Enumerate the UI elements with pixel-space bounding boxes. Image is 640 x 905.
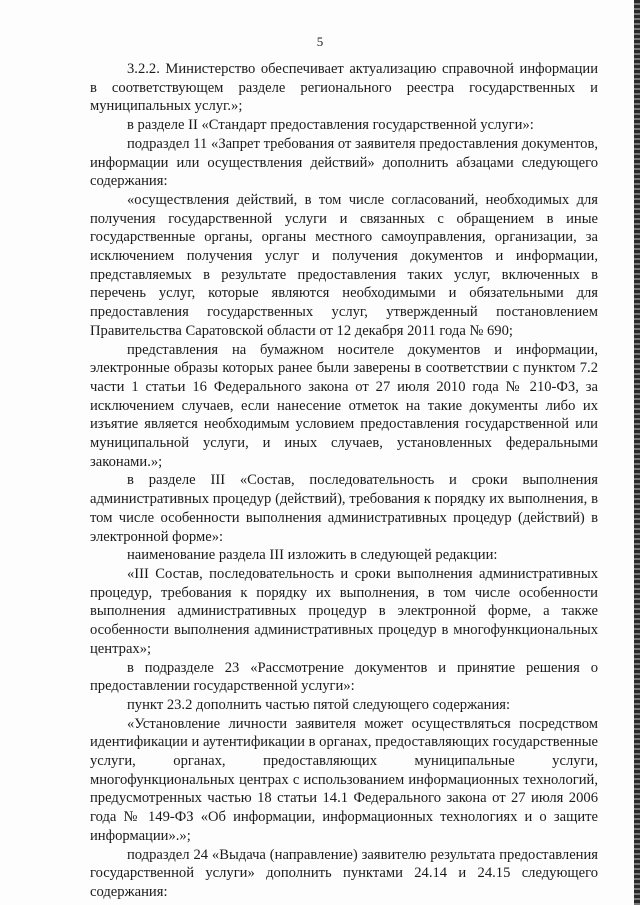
- paragraph-identity-verification: «Установление личности заявителя может осуществляться посредством идентификации и аутентификации в органах, предоставляющих государственные услуги, органах, предоставляющих муниципальные услуги, многофункциональных центрах с использованием информационных технологий, предусмотренных частью 18 статьи 14.1 Федерального закона от 27 июля 2006 года № 149-ФЗ «Об информации, информационных технологиях и о защите информации».»;: [90, 715, 598, 844]
- paragraph-section-ii-intro: в разделе II «Стандарт предоставления государственной услуги»:: [127, 117, 534, 134]
- paragraph-subsection-23-intro: в подразделе 23 «Рассмотрение документов и принятие решения о предоставлении государственной услуги»:: [90, 659, 598, 695]
- paragraph-quoted-actions: «осуществления действий, в том числе согласований, необходимых для получения государственной услуги и связанных с обращением в иные государственные органы, органы местного самоуправления, организации, за исключением получения услуг и получения документов и информации, представляемых в результате предоставления таких услуг, включенных в перечень услуг, которые являются необходимыми и обязательными для предоставления государственных услуг, утвержденный постановлением Правительства Саратовской области от 12 декабря 2011 года № 690;: [90, 191, 598, 339]
- scan-edge-artifact: [634, 0, 640, 905]
- paragraph-section-iii-rename: наименование раздела III изложить в следующей редакции:: [127, 547, 498, 564]
- paragraph-paper-documents: представления на бумажном носителе документов и информации, электронные образы которых ранее были заверены в соответствии с пунктом 7.2 части 1 статьи 16 Федерального закона от 27 июля 2010 года № 210-ФЗ, за исключением случаев, если нанесение отметок на такие документы либо их изъятие является необходимым условием предоставления государственной или муниципальной услуги, и иных случаев, установленных федеральными законами.»;: [90, 341, 598, 470]
- paragraph-subsection-24-amendment: подраздел 24 «Выдача (направление) заявителю результата предоставления государственной услуги» дополнить пунктами 24.14 и 24.15 следующего содержания:: [90, 846, 598, 900]
- paragraph-section-iii-intro: в разделе III «Состав, последовательность и сроки выполнения административных процедур (действий), требования к порядку их выполнения, в том числе особенности выполнения административных процедур (действий) в электронной форме»:: [90, 472, 598, 545]
- page-number: 5: [316, 34, 324, 49]
- paragraph-ministry-reference-update: 3.2.2. Министерство обеспечивает актуализацию справочной информации в соответствующем разделе регионального реестра государственных и муниципальных услуг.»;: [90, 61, 598, 115]
- paragraph-point-23-2: пункт 23.2 дополнить частью пятой следующего содержания:: [127, 696, 511, 713]
- paragraph-subsection-11-amendment: подраздел 11 «Запрет требования от заявителя предоставления документов, информации или осуществления действий» дополнить абзацами следующего содержания:: [90, 135, 598, 190]
- paragraph-section-iii-new-title: «III Состав, последовательность и сроки выполнения административных процедур, требования к порядку их выполнения, в том числе особенности выполнения административных процедур в электронной форме, а также особенности выполнения административных процедур в многофункциональных центрах»;: [90, 565, 598, 657]
- document-body: [90, 60, 598, 902]
